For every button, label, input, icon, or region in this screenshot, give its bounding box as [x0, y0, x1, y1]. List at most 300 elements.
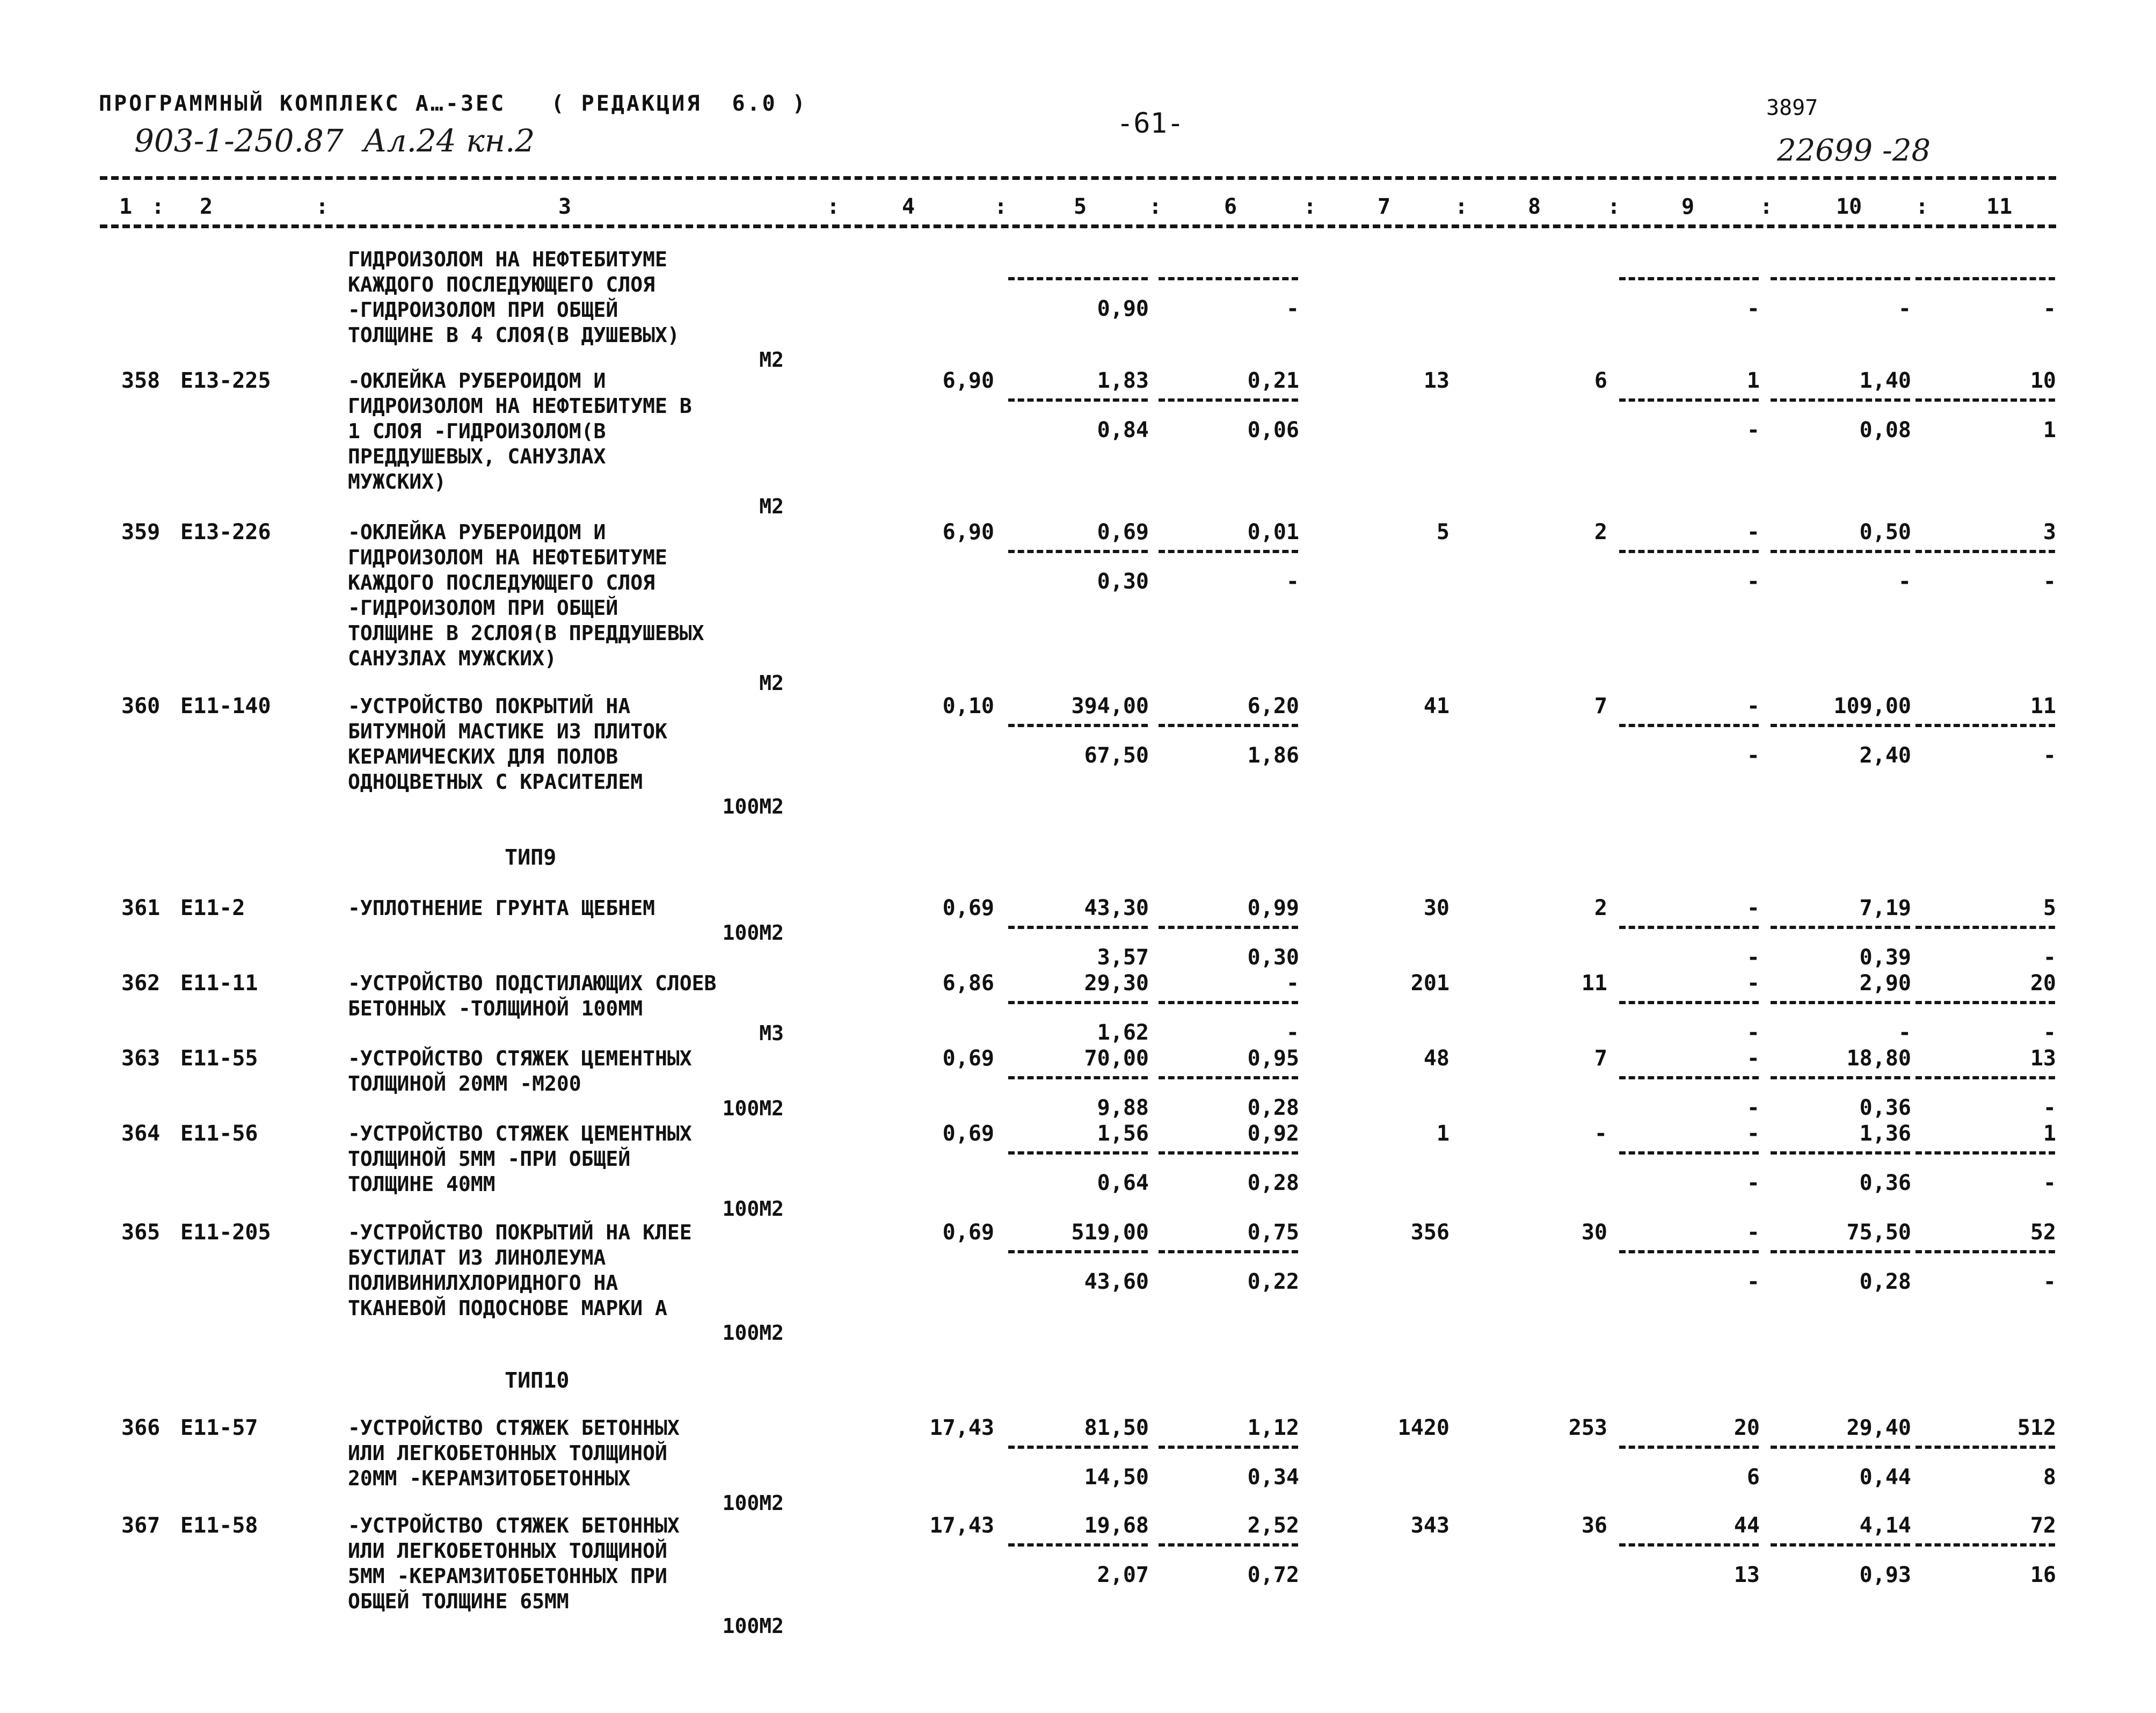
row-number: 361 — [121, 896, 161, 920]
value-c7-top: 343 — [1410, 1513, 1450, 1538]
value-c11-bottom: 16 — [2030, 1563, 2056, 1587]
col-header-7: 7 — [1378, 194, 1391, 219]
cell-separator — [1159, 926, 1298, 929]
row-description — [348, 1513, 680, 1614]
value-c4-top: 0,69 — [942, 1046, 994, 1071]
description-line: ТОЛЩИНОЙ 5ММ -ПРИ ОБЩЕЙ — [348, 1147, 631, 1171]
value-c8-top: 6 — [1594, 368, 1607, 393]
value-c6-top: 0,01 — [1247, 520, 1299, 545]
value-c11-bottom: 1 — [2043, 418, 2056, 442]
cell-separator — [1771, 1250, 1910, 1253]
value-c9-bottom: 6 — [1746, 1465, 1760, 1490]
description-line: -ГИДРОИЗОЛОМ ПРИ ОБЩЕЙ — [348, 298, 618, 322]
value-c5-bottom: 0,84 — [1097, 418, 1149, 442]
cell-separator — [1915, 926, 2055, 929]
description-line: -УСТРОЙСТВО ПОДСТИЛАЮЩИХ СЛОЕВ — [348, 971, 717, 995]
value-c7-top: 1 — [1436, 1121, 1450, 1146]
value-c5-top: 19,68 — [1084, 1513, 1149, 1538]
description-line: ТОЛЩИНОЙ 20ММ -М200 — [348, 1072, 581, 1095]
value-c8-top: 2 — [1594, 896, 1607, 920]
value-c9-top: - — [1746, 1121, 1760, 1146]
value-c9-top: 44 — [1733, 1513, 1760, 1538]
description-line: ТОЛЩИНЕ 40ММ — [348, 1172, 496, 1196]
row-code: Е11-2 — [180, 896, 245, 920]
value-c11-bottom: - — [2043, 296, 2056, 321]
row-description — [348, 896, 655, 921]
cell-separator — [1619, 1076, 1759, 1079]
handwritten-code: 22699 -28 — [1777, 133, 1931, 168]
header-rule-bottom — [100, 224, 2056, 228]
col-separator: : — [151, 194, 165, 219]
row-code: Е11-11 — [180, 971, 258, 996]
col-header-5: 5 — [1074, 194, 1087, 219]
cell-separator — [1619, 1543, 1759, 1547]
cell-separator — [1619, 1001, 1759, 1004]
cell-separator — [1915, 1446, 2055, 1449]
handwritten-reference: 903-1-250.87 Ал.24 кн.2 — [134, 122, 535, 159]
row-number: 360 — [121, 694, 161, 718]
description-line: ИЛИ ЛЕГКОБЕТОННЫХ ТОЛЩИНОЙ — [348, 1441, 667, 1465]
description-line: 1 СЛОЯ -ГИДРОИЗОЛОМ(В — [348, 419, 606, 443]
value-c6-top: 0,95 — [1247, 1046, 1299, 1071]
value-c11-top: 20 — [2030, 971, 2056, 996]
description-line: ТКАНЕВОЙ ПОДОСНОВЕ МАРКИ А — [348, 1296, 667, 1320]
cell-separator — [1915, 1001, 2055, 1004]
cell-separator — [1159, 1250, 1298, 1253]
cell-separator — [1771, 1446, 1910, 1449]
cell-separator — [1008, 1076, 1148, 1079]
value-c10-top: 7,19 — [1859, 896, 1911, 920]
row-code: Е11-58 — [180, 1513, 258, 1538]
value-c11-top: 10 — [2030, 368, 2056, 393]
value-c6-bottom: 0,22 — [1247, 1269, 1299, 1294]
value-c10-bottom: 0,44 — [1859, 1465, 1911, 1490]
cell-separator — [1771, 1001, 1910, 1004]
col-separator: : — [316, 194, 329, 219]
value-c5-top: 43,30 — [1084, 896, 1149, 920]
col-header-8: 8 — [1528, 194, 1541, 219]
row-description — [348, 971, 716, 1021]
value-c9-top: 20 — [1733, 1416, 1760, 1440]
value-c5-top: 0,69 — [1097, 520, 1149, 545]
document-number: 3897 — [1766, 96, 1818, 120]
description-line: -УСТРОЙСТВО СТЯЖЕК ЦЕМЕНТНЫХ — [348, 1047, 692, 1070]
description-line: КАЖДОГО ПОСЛЕДУЮЩЕГО СЛОЯ — [348, 571, 655, 594]
value-c9-bottom: - — [1746, 743, 1760, 768]
cell-separator — [1915, 1151, 2055, 1155]
description-line: ТОЛЩИНЕ В 2СЛОЯ(В ПРЕДДУШЕВЫХ — [348, 621, 704, 645]
value-c7-top: 5 — [1436, 520, 1450, 545]
cell-separator — [1771, 1543, 1910, 1547]
row-unit: 100М2 — [722, 921, 784, 945]
cell-separator — [1915, 1250, 2055, 1253]
cell-separator — [1915, 724, 2055, 727]
row-unit: 100М2 — [722, 1321, 784, 1345]
value-c10-bottom: - — [1898, 569, 1911, 594]
value-c6-bottom: 0,28 — [1247, 1171, 1299, 1195]
cell-separator — [1771, 550, 1910, 553]
row-number: 363 — [121, 1046, 161, 1071]
value-c10-bottom: 0,36 — [1859, 1171, 1911, 1195]
value-c9-bottom: - — [1746, 1171, 1760, 1195]
value-c4-top: 6,90 — [942, 520, 994, 545]
description-line: БУСТИЛАТ ИЗ ЛИНОЛЕУМА — [348, 1246, 606, 1269]
section-label-tip10: ТИП10 — [505, 1368, 570, 1393]
value-c7-top: 41 — [1423, 694, 1450, 718]
cell-separator — [1159, 1001, 1298, 1004]
description-line: КЕРАМИЧЕСКИХ ДЛЯ ПОЛОВ — [348, 745, 618, 768]
value-c6-top: 1,12 — [1247, 1416, 1299, 1440]
row-code: Е11-56 — [180, 1121, 258, 1146]
row-unit: М2 — [759, 671, 784, 695]
row-number: 366 — [121, 1416, 161, 1440]
value-c10-bottom: 0,93 — [1859, 1563, 1911, 1587]
value-c6-bottom: 0,72 — [1247, 1563, 1299, 1587]
value-c11-top: 11 — [2030, 694, 2056, 718]
col-header-9: 9 — [1681, 194, 1695, 219]
col-header-4: 4 — [902, 194, 915, 219]
value-c7-top: 48 — [1423, 1046, 1450, 1071]
cell-separator — [1159, 724, 1298, 727]
value-c5-bottom: 0,64 — [1097, 1171, 1149, 1195]
description-line: ГИДРОИЗОЛОМ НА НЕФТЕБИТУМЕ — [348, 248, 667, 271]
row-description — [348, 1220, 692, 1321]
value-c6-top: 6,20 — [1247, 694, 1299, 718]
description-line: ГИДРОИЗОЛОМ НА НЕФТЕБИТУМЕ — [348, 546, 667, 569]
description-line: -УСТРОЙСТВО ПОКРЫТИЙ НА — [348, 694, 631, 718]
value-c5-top: 1,83 — [1097, 368, 1149, 393]
cell-separator — [1159, 1543, 1298, 1547]
value-c4-top: 0,69 — [942, 896, 994, 920]
value-c7-top: 30 — [1423, 896, 1450, 920]
row-description — [348, 1121, 692, 1197]
value-c6-top: 0,21 — [1247, 368, 1299, 393]
cell-separator — [1008, 277, 1148, 280]
row-number: 358 — [121, 368, 161, 393]
value-c9-top: - — [1746, 694, 1760, 718]
col-header-1: 1 — [119, 194, 133, 219]
value-c9-bottom: - — [1746, 296, 1760, 321]
cell-separator — [1008, 398, 1148, 402]
value-c10-bottom: 2,40 — [1859, 743, 1911, 768]
row-number: 362 — [121, 971, 161, 996]
value-c5-top: 394,00 — [1071, 694, 1149, 718]
section-label-tip9: ТИП9 — [505, 845, 557, 870]
row-description — [348, 694, 667, 795]
row-code: Е13-226 — [180, 520, 271, 545]
cell-separator — [1915, 398, 2055, 402]
cell-separator — [1008, 1250, 1148, 1253]
row-code: Е11-55 — [180, 1046, 258, 1071]
value-c7-top: 201 — [1410, 971, 1450, 996]
value-c8-top: 11 — [1581, 971, 1607, 996]
value-c9-top: - — [1746, 520, 1760, 545]
value-c10-bottom: 0,28 — [1859, 1269, 1911, 1294]
row-unit: 100М2 — [722, 795, 784, 818]
value-c11-bottom: - — [2043, 1269, 2056, 1294]
description-line: -ГИДРОИЗОЛОМ ПРИ ОБЩЕЙ — [348, 596, 618, 620]
value-c5-bottom: 0,90 — [1097, 296, 1149, 321]
program-header: ПРОГРАММНЫЙ КОМПЛЕКС А…-3ЕС ( РЕДАКЦИЯ 6.0 ) — [99, 91, 807, 116]
cell-separator — [1619, 398, 1759, 402]
value-c6-bottom: 0,06 — [1247, 418, 1299, 442]
value-c11-top: 72 — [2030, 1513, 2056, 1538]
value-c11-top: 5 — [2043, 896, 2056, 920]
cell-separator — [1771, 277, 1910, 280]
value-c6-top: 2,52 — [1247, 1513, 1299, 1538]
cell-separator — [1619, 550, 1759, 553]
value-c10-top: 109,00 — [1833, 694, 1911, 718]
cell-separator — [1915, 277, 2055, 280]
value-c5-bottom: 3,57 — [1097, 945, 1149, 970]
cell-separator — [1008, 1446, 1148, 1449]
value-c9-bottom: - — [1746, 1020, 1760, 1045]
value-c11-bottom: - — [2043, 569, 2056, 594]
description-line: ПРЕДДУШЕВЫХ, САНУЗЛАХ — [348, 445, 606, 468]
value-c8-top: 7 — [1594, 1046, 1607, 1071]
value-c10-top: 18,80 — [1846, 1046, 1911, 1071]
value-c9-bottom: - — [1746, 1269, 1760, 1294]
col-separator: : — [1760, 194, 1773, 219]
value-c9-bottom: - — [1746, 945, 1760, 970]
value-c4-top: 6,86 — [942, 971, 994, 996]
col-header-2: 2 — [200, 194, 213, 219]
col-separator: : — [1455, 194, 1468, 219]
value-c5-bottom: 9,88 — [1097, 1095, 1149, 1120]
row-unit: 100М2 — [722, 1614, 784, 1638]
value-c7-top: 13 — [1423, 368, 1450, 393]
description-line: ТОЛЩИНЕ В 4 СЛОЯ(В ДУШЕВЫХ) — [348, 323, 680, 347]
col-header-3: 3 — [558, 194, 572, 219]
row-code: Е11-205 — [180, 1220, 271, 1245]
cell-separator — [1771, 724, 1910, 727]
description-line: КАЖДОГО ПОСЛЕДУЮЩЕГО СЛОЯ — [348, 273, 655, 296]
value-c5-top: 1,56 — [1097, 1121, 1149, 1146]
value-c9-bottom: - — [1746, 418, 1760, 442]
value-c10-bottom: 0,36 — [1859, 1095, 1911, 1120]
value-c5-top: 81,50 — [1084, 1416, 1149, 1440]
description-line: БЕТОННЫХ -ТОЛЩИНОЙ 100ММ — [348, 997, 643, 1020]
value-c6-bottom: 1,86 — [1247, 743, 1299, 768]
value-c6-top: 0,92 — [1247, 1121, 1299, 1146]
value-c10-top: 0,50 — [1859, 520, 1911, 545]
cell-separator — [1619, 1250, 1759, 1253]
row-number: 365 — [121, 1220, 161, 1245]
value-c6-top: - — [1286, 971, 1299, 996]
col-header-11: 11 — [1986, 194, 2013, 219]
value-c9-top: - — [1746, 971, 1760, 996]
description-line: САНУЗЛАХ МУЖСКИХ) — [348, 647, 557, 670]
cell-separator — [1771, 1151, 1910, 1155]
col-separator: : — [827, 194, 840, 219]
value-c4-top: 17,43 — [929, 1513, 994, 1538]
row-unit: М2 — [759, 495, 784, 518]
cell-separator — [1159, 1446, 1298, 1449]
row-number: 359 — [121, 520, 161, 545]
row-description — [348, 368, 692, 495]
description-line: ГИДРОИЗОЛОМ НА НЕФТЕБИТУМЕ В — [348, 394, 692, 418]
value-c8-top: - — [1594, 1121, 1607, 1146]
cell-separator — [1008, 724, 1148, 727]
value-c10-bottom: 0,08 — [1859, 418, 1911, 442]
value-c11-top: 13 — [2030, 1046, 2056, 1071]
col-separator: : — [1303, 194, 1317, 219]
row-description — [348, 247, 680, 348]
description-line: -УСТРОЙСТВО СТЯЖЕК ЦЕМЕНТНЫХ — [348, 1122, 692, 1145]
value-c5-bottom: 2,07 — [1097, 1563, 1149, 1587]
description-line: МУЖСКИХ) — [348, 470, 447, 493]
value-c6-bottom: - — [1286, 296, 1299, 321]
row-description — [348, 1416, 680, 1491]
value-c4-top: 0,10 — [942, 694, 994, 718]
value-c6-bottom: 0,34 — [1247, 1465, 1299, 1490]
col-header-10: 10 — [1836, 194, 1862, 219]
value-c6-top: 0,75 — [1247, 1220, 1299, 1245]
value-c5-bottom: 67,50 — [1084, 743, 1149, 768]
value-c9-bottom: - — [1746, 569, 1760, 594]
col-separator: : — [1607, 194, 1621, 219]
value-c5-top: 29,30 — [1084, 971, 1149, 996]
cell-separator — [1915, 1076, 2055, 1079]
description-line: -УСТРОЙСТВО СТЯЖЕК БЕТОННЫХ — [348, 1416, 680, 1440]
cell-separator — [1771, 398, 1910, 402]
row-unit: 100М2 — [722, 1097, 784, 1120]
description-line: -УСТРОЙСТВО ПОКРЫТИЙ НА КЛЕЕ — [348, 1221, 692, 1244]
value-c5-top: 70,00 — [1084, 1046, 1149, 1071]
value-c10-top: 4,14 — [1859, 1513, 1911, 1538]
value-c8-top: 30 — [1581, 1220, 1607, 1245]
value-c10-bottom: 0,39 — [1859, 945, 1911, 970]
col-separator: : — [1915, 194, 1929, 219]
cell-separator — [1159, 1151, 1298, 1155]
row-number: 364 — [121, 1121, 161, 1146]
row-description — [348, 1046, 692, 1097]
row-code: Е11-140 — [180, 694, 271, 718]
value-c5-bottom: 0,30 — [1097, 569, 1149, 594]
cell-separator — [1771, 1076, 1910, 1079]
value-c11-bottom: - — [2043, 945, 2056, 970]
value-c8-top: 2 — [1594, 520, 1607, 545]
page-number: -61- — [1117, 107, 1184, 140]
value-c5-bottom: 14,50 — [1084, 1465, 1149, 1490]
value-c11-top: 3 — [2043, 520, 2056, 545]
value-c11-bottom: 8 — [2043, 1465, 2056, 1490]
row-unit: М2 — [759, 348, 784, 372]
description-line: -УПЛОТНЕНИЕ ГРУНТА ЩЕБНЕМ — [348, 896, 655, 920]
value-c8-top: 36 — [1581, 1513, 1607, 1538]
cell-separator — [1619, 1151, 1759, 1155]
value-c4-top: 17,43 — [929, 1416, 994, 1440]
row-unit: М3 — [759, 1021, 784, 1045]
row-unit: 100М2 — [722, 1197, 784, 1221]
value-c10-top: 29,40 — [1846, 1416, 1911, 1440]
value-c6-bottom: 0,28 — [1247, 1095, 1299, 1120]
value-c11-bottom: - — [2043, 1020, 2056, 1045]
row-code: Е11-57 — [180, 1416, 258, 1440]
cell-separator — [1008, 1001, 1148, 1004]
cell-separator — [1008, 1543, 1148, 1547]
value-c10-top: 75,50 — [1846, 1220, 1911, 1245]
description-line: 20ММ -КЕРАМЗИТОБЕТОННЫХ — [348, 1467, 631, 1490]
cell-separator — [1159, 277, 1298, 280]
cell-separator — [1619, 926, 1759, 929]
description-line: ИЛИ ЛЕГКОБЕТОННЫХ ТОЛЩИНОЙ — [348, 1539, 667, 1563]
cell-separator — [1915, 1543, 2055, 1547]
value-c5-bottom: 43,60 — [1084, 1269, 1149, 1294]
value-c9-bottom: 13 — [1733, 1563, 1760, 1587]
value-c10-bottom: - — [1898, 1020, 1911, 1045]
value-c11-bottom: - — [2043, 1095, 2056, 1120]
description-line: -УСТРОЙСТВО СТЯЖЕК БЕТОННЫХ — [348, 1514, 680, 1537]
row-number: 367 — [121, 1513, 161, 1538]
description-line: -ОКЛЕЙКА РУБЕРОИДОМ И — [348, 520, 606, 544]
header-rule-top — [100, 176, 2056, 180]
value-c9-bottom: - — [1746, 1095, 1760, 1120]
value-c4-top: 0,69 — [942, 1220, 994, 1245]
col-separator: : — [994, 194, 1008, 219]
col-header-6: 6 — [1224, 194, 1237, 219]
description-line: ПОЛИВИНИЛХЛОРИДНОГО НА — [348, 1271, 618, 1295]
cell-separator — [1619, 277, 1759, 280]
cell-separator — [1619, 1446, 1759, 1449]
value-c11-bottom: - — [2043, 743, 2056, 768]
cell-separator — [1771, 926, 1910, 929]
cell-separator — [1008, 550, 1148, 553]
description-line: -ОКЛЕЙКА РУБЕРОИДОМ И — [348, 369, 606, 393]
description-line: 5ММ -КЕРАМЗИТОБЕТОННЫХ ПРИ — [348, 1564, 667, 1588]
value-c11-top: 512 — [2017, 1416, 2056, 1440]
row-description — [348, 520, 704, 671]
cell-separator — [1008, 926, 1148, 929]
value-c6-bottom: 0,30 — [1247, 945, 1299, 970]
value-c5-bottom: 1,62 — [1097, 1020, 1149, 1045]
row-code: Е13-225 — [180, 368, 271, 393]
value-c9-top: - — [1746, 1220, 1760, 1245]
cell-separator — [1159, 550, 1298, 553]
value-c7-top: 356 — [1410, 1220, 1450, 1245]
description-line: ОБЩЕЙ ТОЛЩИНЕ 65ММ — [348, 1589, 569, 1613]
description-line: ОДНОЦВЕТНЫХ С КРАСИТЕЛЕМ — [348, 770, 643, 794]
value-c11-bottom: - — [2043, 1171, 2056, 1195]
value-c7-top: 1420 — [1397, 1416, 1450, 1440]
value-c10-top: 1,40 — [1859, 368, 1911, 393]
value-c9-top: - — [1746, 896, 1760, 920]
value-c9-top: - — [1746, 1046, 1760, 1071]
col-separator: : — [1149, 194, 1162, 219]
value-c9-top: 1 — [1746, 368, 1760, 393]
value-c10-top: 1,36 — [1859, 1121, 1911, 1146]
value-c5-top: 519,00 — [1071, 1220, 1149, 1245]
value-c10-top: 2,90 — [1859, 971, 1911, 996]
cell-separator — [1159, 398, 1298, 402]
cell-separator — [1159, 1076, 1298, 1079]
value-c6-bottom: - — [1286, 569, 1299, 594]
cell-separator — [1619, 724, 1759, 727]
value-c11-top: 52 — [2030, 1220, 2056, 1245]
value-c6-top: 0,99 — [1247, 896, 1299, 920]
value-c11-top: 1 — [2043, 1121, 2056, 1146]
cell-separator — [1915, 550, 2055, 553]
description-line: БИТУМНОЙ МАСТИКЕ ИЗ ПЛИТОК — [348, 720, 667, 743]
cell-separator — [1008, 1151, 1148, 1155]
value-c8-top: 253 — [1568, 1416, 1607, 1440]
row-unit: 100М2 — [722, 1491, 784, 1515]
value-c4-top: 0,69 — [942, 1121, 994, 1146]
value-c8-top: 7 — [1594, 694, 1607, 718]
value-c10-bottom: - — [1898, 296, 1911, 321]
value-c6-bottom: - — [1286, 1020, 1299, 1045]
value-c4-top: 6,90 — [942, 368, 994, 393]
